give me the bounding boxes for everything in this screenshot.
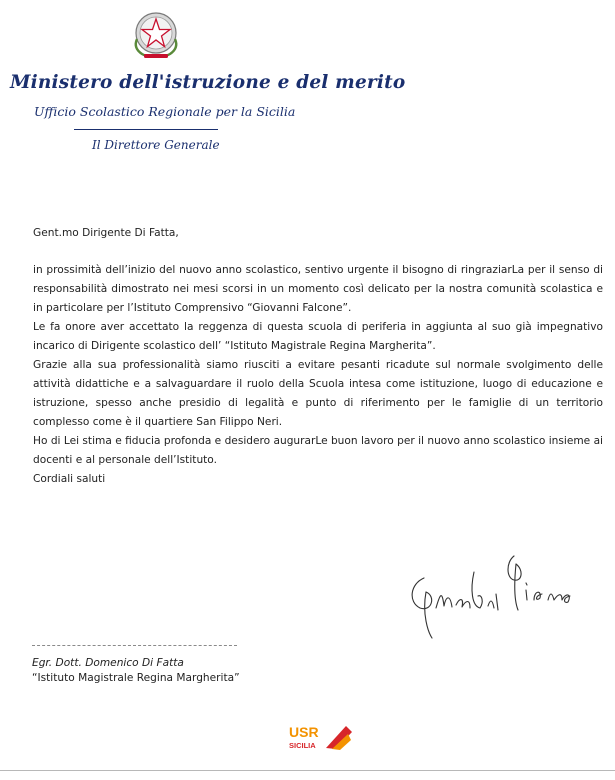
handwritten-signature: [402, 550, 582, 642]
italian-republic-emblem: [128, 6, 184, 62]
ministry-title: Ministero dell'istruzione e del merito: [10, 72, 406, 93]
office-subtitle: Ufficio Scolastico Regionale per la Sicilia: [34, 104, 296, 119]
letter-paragraph: Grazie alla sua professionalità siamo riusciti a evitare pesanti ricadute sul normale svolgimento delle attività didattiche e a salvaguardare il ruolo della Scuola intesa come istituzione, luogo di educazione e istruzione, spesso anche presidio di legalità e punto di riferimento per le famiglie di un territorio complesso come è il quartiere San Filippo Neri.: [33, 359, 603, 428]
salutation: Gent.mo Dirigente Di Fatta,: [33, 227, 179, 239]
usr-logo-text: USR: [289, 724, 319, 740]
recipient-divider: [32, 645, 237, 646]
letter-body: [33, 224, 603, 489]
header-divider: [74, 129, 218, 130]
usr-sicilia-logo: [288, 722, 354, 752]
usr-logo-subtext: SICILIA: [289, 741, 316, 750]
recipient-institute: “Istituto Magistrale Regina Margherita”: [32, 672, 240, 684]
director-title: Il Direttore Generale: [92, 138, 220, 152]
footer-divider: [0, 770, 615, 771]
letter-paragraph: Le fa onore aver accettato la reggenza di questa scuola di periferia in aggiunta al suo già impegnativo incarico di Dirigente scolastico dell’ “Istituto Magistrale Regina Margherita”.: [33, 321, 603, 352]
recipient-block: [32, 656, 240, 686]
letter-paragraph: Ho di Lei stima e fiducia profonda e desidero augurarLe buon lavoro per il nuovo anno scolastico insieme ai docenti e al personale dell’Istituto.: [33, 435, 603, 466]
letter-paragraph: in prossimità dell’inizio del nuovo anno scolastico, sentivo urgente il bisogno di ringraziarLa per il senso di responsabilità dimostrato nei mesi scorsi in un momento così delicato per la nostra comunità scolastica e in particolare per l’Istituto Comprensivo “Giovanni Falcone”.: [33, 264, 603, 314]
recipient-name: Egr. Dott. Domenico Di Fatta: [32, 657, 184, 669]
closing: Cordiali saluti: [33, 473, 106, 485]
